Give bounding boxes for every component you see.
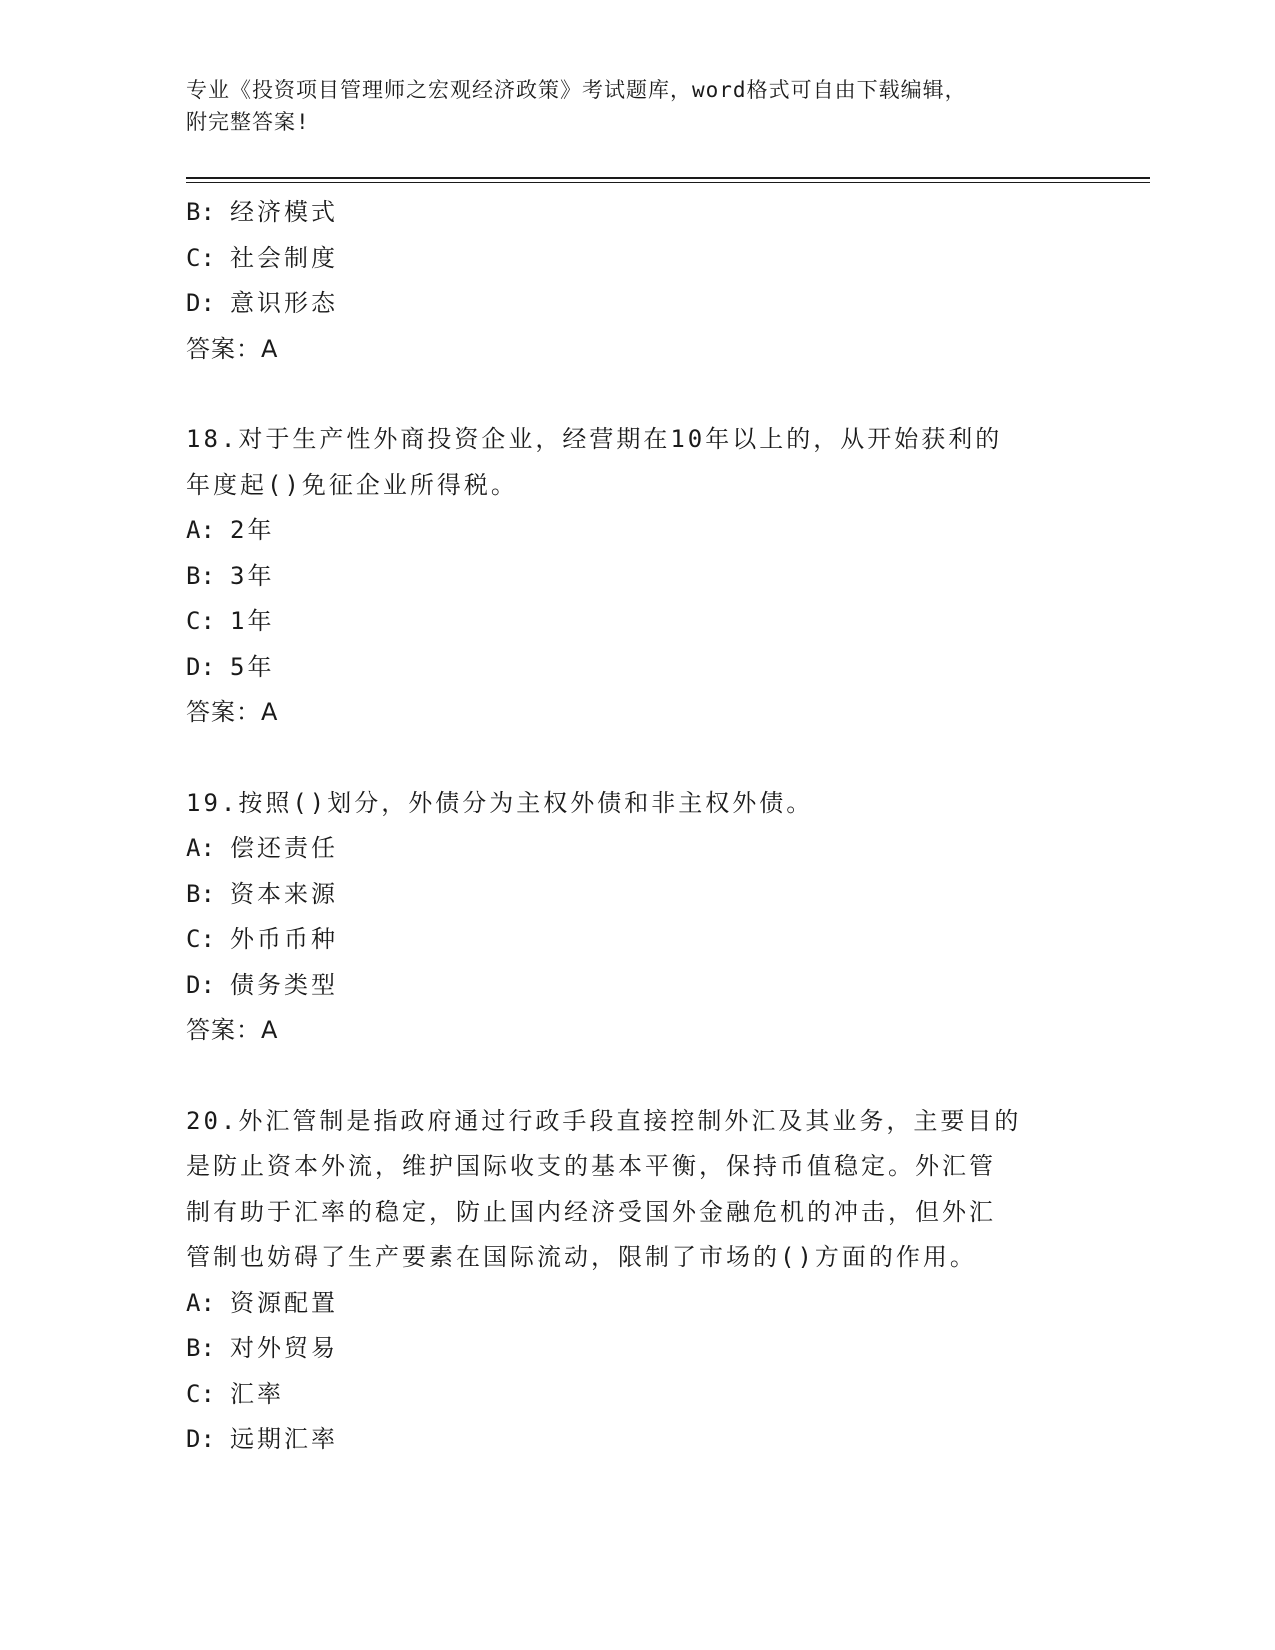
option-label: D:: [186, 289, 215, 317]
spacer: [186, 736, 1086, 781]
option-text: 5年: [230, 652, 275, 681]
question-text-line-4: 管制也妨碍了生产要素在国际流动，限制了市场的()方面的作用。: [186, 1243, 977, 1271]
option-text: 2年: [230, 516, 275, 544]
option-label: D:: [186, 1425, 215, 1453]
question-text-line-2: 是防止资本外流，维护国际收支的基本平衡，保持币值稳定。外汇管: [186, 1152, 996, 1180]
header-rule-thick: [186, 177, 1150, 179]
option-a: [186, 1281, 1086, 1327]
header-line-1: 专业《投资项目管理师之宏观经济政策》考试题库，word格式可自由下载编辑，: [186, 78, 967, 102]
option-label: C:: [186, 607, 215, 635]
option-text: 1年: [230, 607, 275, 635]
spacer: [186, 372, 1086, 417]
option-d: [186, 963, 1086, 1009]
option-c: [186, 236, 1086, 282]
option-label: C:: [186, 925, 215, 953]
option-d: [186, 281, 1086, 327]
option-label: A:: [186, 516, 215, 544]
option-label: B:: [186, 198, 215, 226]
option-c: [186, 1372, 1086, 1418]
question-18: [186, 417, 1086, 736]
option-b: [186, 554, 1086, 600]
option-label: C:: [186, 1379, 215, 1408]
option-text: 资本来源: [230, 879, 338, 908]
document-header: [186, 74, 1086, 138]
option-c: [186, 917, 1086, 963]
question-text-line-1: 18.对于生产性外商投资企业，经营期在10年以上的，从开始获利的: [186, 425, 1003, 453]
option-text: 意识形态: [230, 289, 338, 317]
question-text-line-3: 制有助于汇率的稳定，防止国内经济受国外金融危机的冲击，但外汇: [186, 1197, 996, 1226]
option-label: B:: [186, 1334, 215, 1362]
option-text: 汇率: [230, 1379, 284, 1408]
question-list: [186, 190, 1086, 1463]
option-text: 偿还责任: [230, 834, 338, 862]
header-line-2: 附完整答案!: [186, 110, 310, 134]
option-text: 经济模式: [230, 198, 338, 226]
option-text: 远期汇率: [230, 1425, 338, 1453]
option-label: C:: [186, 243, 215, 272]
option-label: A:: [186, 834, 215, 862]
spacer: [186, 1054, 1086, 1099]
answer-text: 答案：A: [186, 1016, 279, 1044]
question-20: [186, 1099, 1086, 1463]
option-label: B:: [186, 879, 215, 908]
option-a: [186, 508, 1086, 554]
option-b: [186, 1326, 1086, 1372]
option-text: 债务类型: [230, 970, 338, 999]
header-rule-thin: [186, 182, 1150, 183]
question-17-tail: [186, 190, 1086, 372]
option-d: [186, 1417, 1086, 1463]
option-d: [186, 645, 1086, 691]
answer-text: 答案：A: [186, 698, 279, 726]
answer-text: 答案：A: [186, 334, 279, 363]
option-a: [186, 826, 1086, 872]
option-label: A:: [186, 1288, 215, 1317]
question-text-line-1: 19.按照()划分，外债分为主权外债和非主权外债。: [186, 788, 814, 817]
option-text: 社会制度: [230, 243, 338, 272]
option-text: 3年: [230, 561, 275, 590]
option-label: D:: [186, 652, 215, 681]
option-label: B:: [186, 561, 215, 590]
option-b: [186, 190, 1086, 236]
option-b: [186, 872, 1086, 918]
option-c: [186, 599, 1086, 645]
option-label: D:: [186, 970, 215, 999]
question-text-line-1: 20.外汇管制是指政府通过行政手段直接控制外汇及其业务，主要目的: [186, 1106, 1022, 1135]
question-19: [186, 781, 1086, 1054]
option-text: 对外贸易: [230, 1334, 338, 1362]
option-text: 外币币种: [230, 925, 338, 953]
option-text: 资源配置: [230, 1288, 338, 1317]
question-text-line-2: 年度起()免征企业所得税。: [186, 470, 518, 499]
